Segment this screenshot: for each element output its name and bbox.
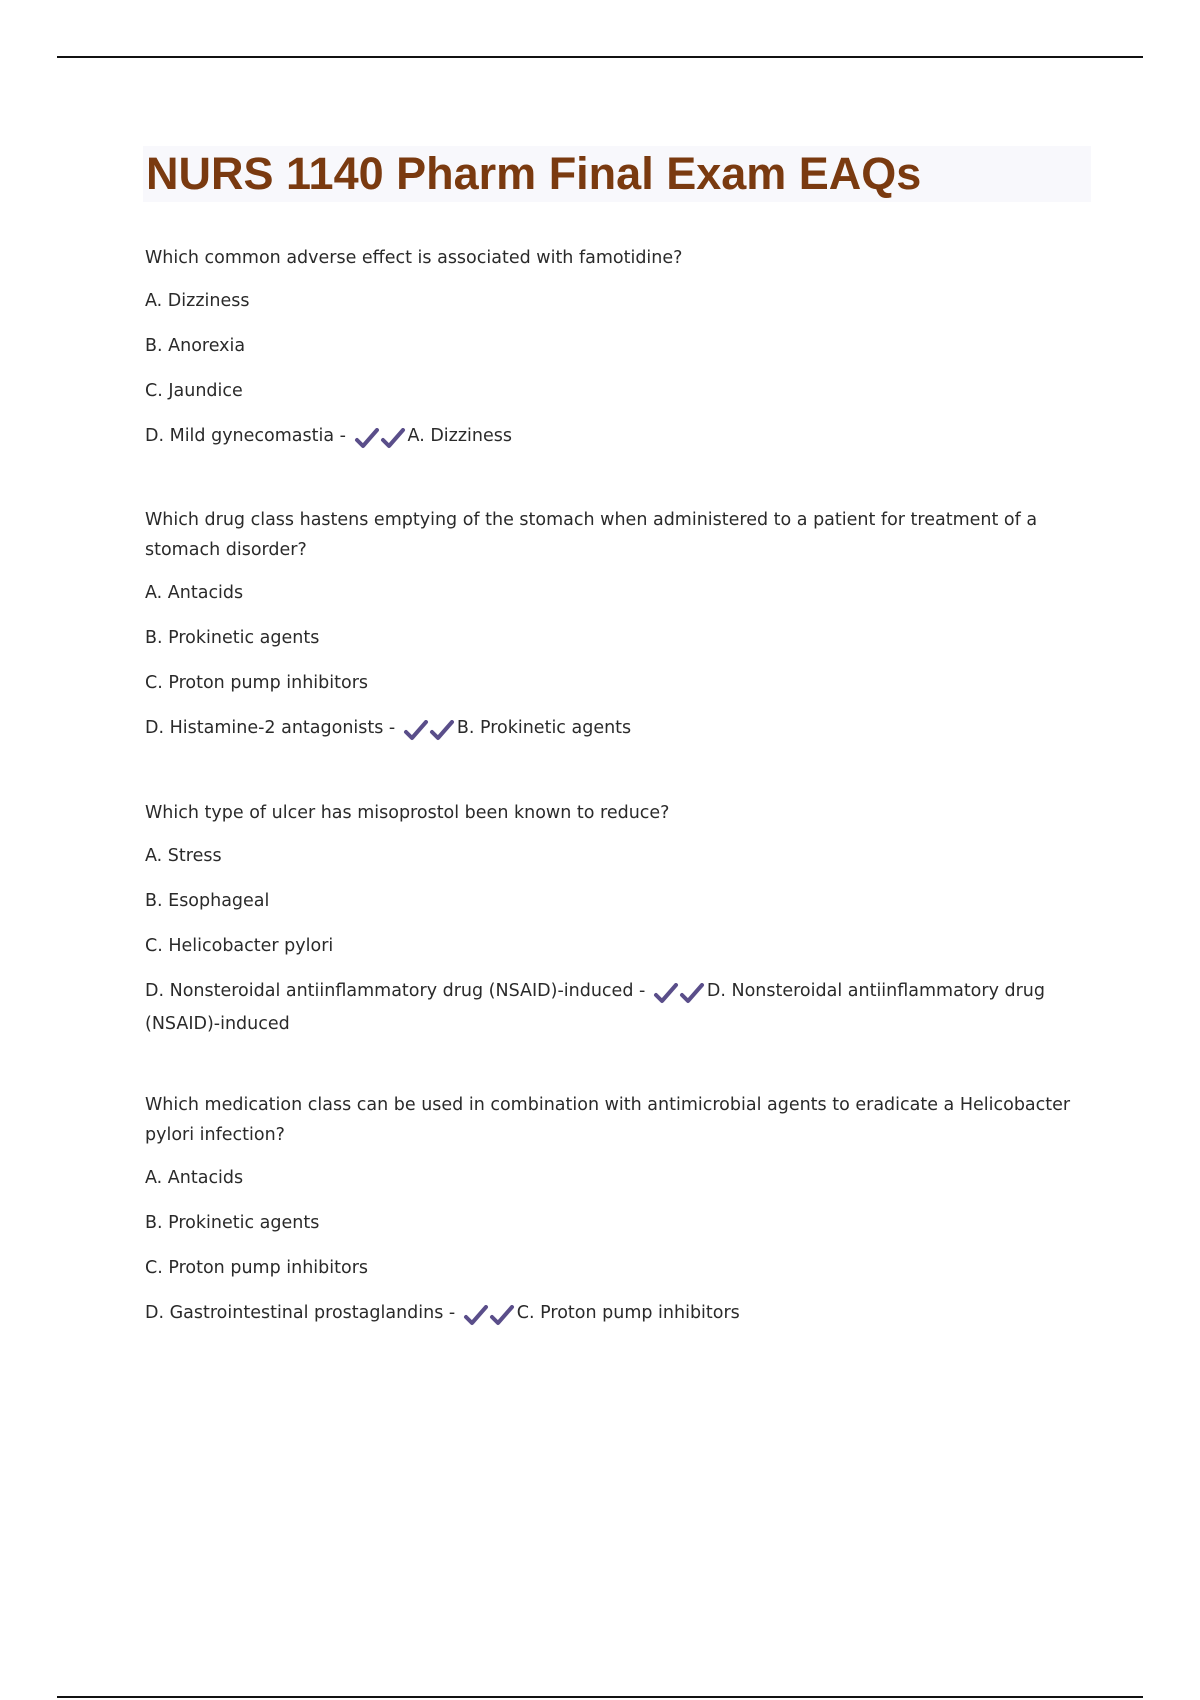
option-b: B. Esophageal: [145, 891, 270, 911]
answer-text: A. Dizziness: [407, 426, 512, 446]
option-d: D. Gastrointestinal prostaglandins -: [145, 1303, 456, 1323]
option-b: B. Prokinetic agents: [145, 628, 320, 648]
double-check-icon: [653, 979, 705, 1009]
option-d-with-answer: [145, 1298, 1095, 1331]
option-d: D. Histamine-2 antagonists -: [145, 718, 396, 738]
page-title: NURS 1140 Pharm Final Exam EAQs: [146, 148, 922, 199]
answer-text: C. Proton pump inhibitors: [516, 1303, 740, 1323]
answer-text: D. Nonsteroidal antiinflammatory drug (NSAID)-induced: [145, 981, 1046, 1034]
question-text: Which common adverse effect is associated with famotidine?: [145, 248, 683, 268]
option-a: A. Dizziness: [145, 291, 250, 311]
option-d: D. Nonsteroidal antiinflammatory drug (NSAID)-induced -: [145, 981, 646, 1001]
double-check-icon: [403, 716, 455, 746]
option-b: B. Prokinetic agents: [145, 1213, 320, 1233]
question-block-1: [145, 243, 1095, 454]
double-check-icon: [354, 424, 406, 454]
option-c: C. Jaundice: [145, 381, 243, 401]
option-c: C. Helicobacter pylori: [145, 936, 334, 956]
option-d-with-answer: [145, 976, 1095, 1039]
option-b: B. Anorexia: [145, 336, 246, 356]
question-text: Which drug class hastens emptying of the stomach when administered to a patient for treatment of a stomach disorder?: [145, 510, 1038, 560]
option-d-with-answer: [145, 713, 1095, 746]
question-block-2: [145, 505, 1095, 746]
question-block-4: [145, 1090, 1095, 1331]
question-list: [145, 243, 1095, 1382]
question-text: Which medication class can be used in combination with antimicrobial agents to eradicate a Helicobacter pylori infection?: [145, 1095, 1071, 1145]
bottom-rule: [57, 1696, 1143, 1698]
option-c: C. Proton pump inhibitors: [145, 1258, 369, 1278]
option-a: A. Stress: [145, 846, 222, 866]
option-a: A. Antacids: [145, 1168, 244, 1188]
question-block-3: [145, 798, 1095, 1039]
top-rule: [57, 56, 1143, 58]
option-a: A. Antacids: [145, 583, 244, 603]
answer-text: B. Prokinetic agents: [456, 718, 632, 738]
option-d-with-answer: [145, 421, 1095, 454]
option-d: D. Mild gynecomastia -: [145, 426, 346, 446]
option-c: C. Proton pump inhibitors: [145, 673, 369, 693]
double-check-icon: [463, 1301, 515, 1331]
question-text: Which type of ulcer has misoprostol been known to reduce?: [145, 803, 670, 823]
